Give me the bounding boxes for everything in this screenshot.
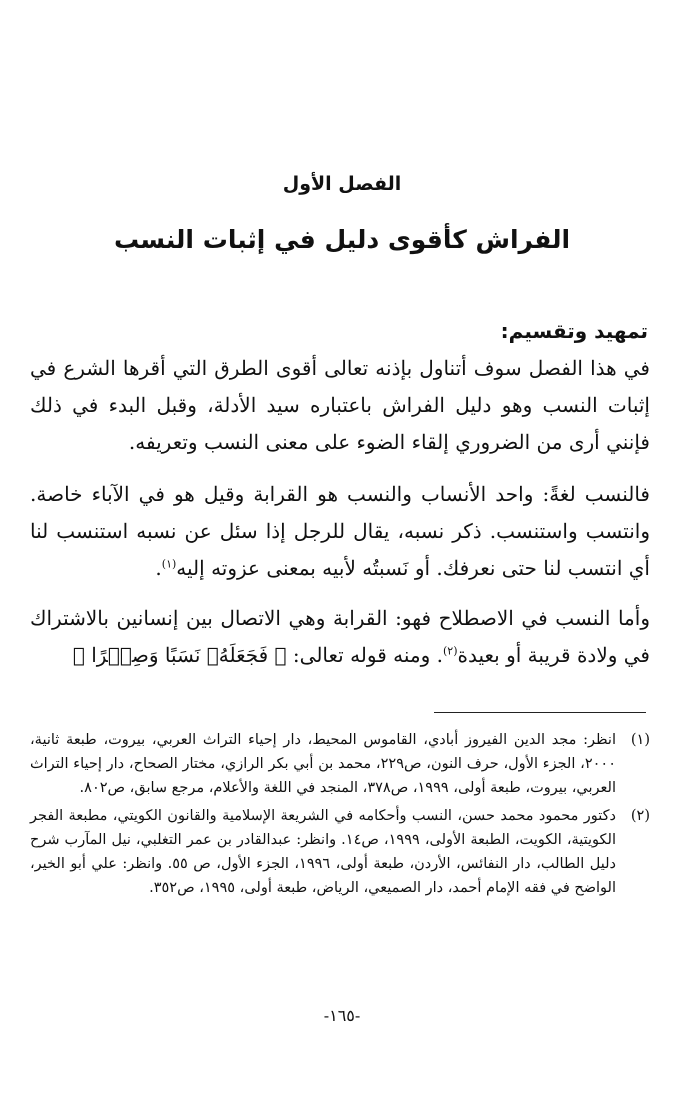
footnotes bbox=[30, 728, 650, 904]
footnote-marker: (٢) bbox=[630, 808, 650, 824]
paragraph-text: وأما النسب في الاصطلاح فهو: القرابة وهي الاتصال بين إنسانين بالاشتراك في ولادة قريبة أو بعيدة bbox=[30, 606, 650, 667]
paragraph-tail: . bbox=[155, 556, 162, 580]
footnote-text: دكتور محمود محمد حسن، النسب وأحكامه في الشريعة الإسلامية والقانون الكويتي، مطبعة الفجر الكويتية، الكويت، الطبعة الأولى، ١٩٩٩، ص١٤. وانظر: عبدالقادر بن عمر التغلبي، نيل المآرب شرح دليل الطالب، دار النفائس، الأردن، طبعة أولى، ١٩٩٦، الجزء الأول، ص ٥٥. وانظر: علي أبو الخير، الواضح في فقه الإمام أحمد، دار الصميعي، الرياض، طبعة أولى، ١٩٩٥، ص٣٥٢. bbox=[30, 808, 617, 896]
chapter-title: الفراش كأقوى دليل في إثبات النسب bbox=[113, 225, 571, 254]
footnote-reference[interactable]: (٢) bbox=[443, 644, 458, 658]
footnote-marker: (١) bbox=[630, 732, 650, 748]
paragraph-linguistic-definition bbox=[30, 476, 650, 587]
footnote-text: انظر: مجد الدين الفيروز أبادي، القاموس المحيط، دار إحياء التراث العربي، بيروت، طبعة ثانية، ٢٠٠٠، الجزء الأول، حرف النون، ص٢٢٩، محمد بن أبي بكر الرازي، مختار الصحاح، دار إحياء التراث العربي، بيروت، طبعة أولى، ١٩٩٩، ص٣٧٨، المنجد في اللغة والأعلام، مرجع سابق، ص٨٠٢. bbox=[30, 732, 616, 796]
chapter-label: الفصل الأول bbox=[282, 173, 402, 195]
paragraph-text: في هذا الفصل سوف أتناول بإذنه تعالى أقوى الطرق التي أقرها الشرع في إثبات النسب وهو دليل الفراش باعتباره سيد الأدلة، وقبل البدء في ذلك فإنني أرى من الضروري إلقاء الضوء على معنى النسب وتعريفه. bbox=[30, 356, 650, 454]
paragraph-technical-definition bbox=[30, 600, 650, 674]
page-number: -١٦٥- bbox=[323, 1006, 361, 1025]
paragraph-text: فالنسب لغةً: واحد الأنساب والنسب هو القرابة وقيل هو في الآباء خاصة. وانتسب واستنسب. ذكر نسبه، يقال للرجل إذا سئل عن نسبه استنسب لنا أي انتسب لنا حتى نعرفك. أو نَسبتُه لأبيه بمعنى عزوته إليه bbox=[30, 482, 650, 580]
paragraph-tail: . ومنه قوله تعالى: ﴿ فَجَعَلَهُۥ نَسَبًا وَصِهۡرًا ﴾ bbox=[72, 643, 443, 667]
paragraph-intro bbox=[30, 350, 650, 461]
footnote-divider bbox=[434, 712, 646, 713]
footnote-item bbox=[30, 804, 650, 900]
footnote-item bbox=[30, 728, 650, 800]
section-heading: تمهيد وتقسيم: bbox=[500, 319, 648, 343]
footnote-reference[interactable]: (١) bbox=[161, 557, 177, 571]
